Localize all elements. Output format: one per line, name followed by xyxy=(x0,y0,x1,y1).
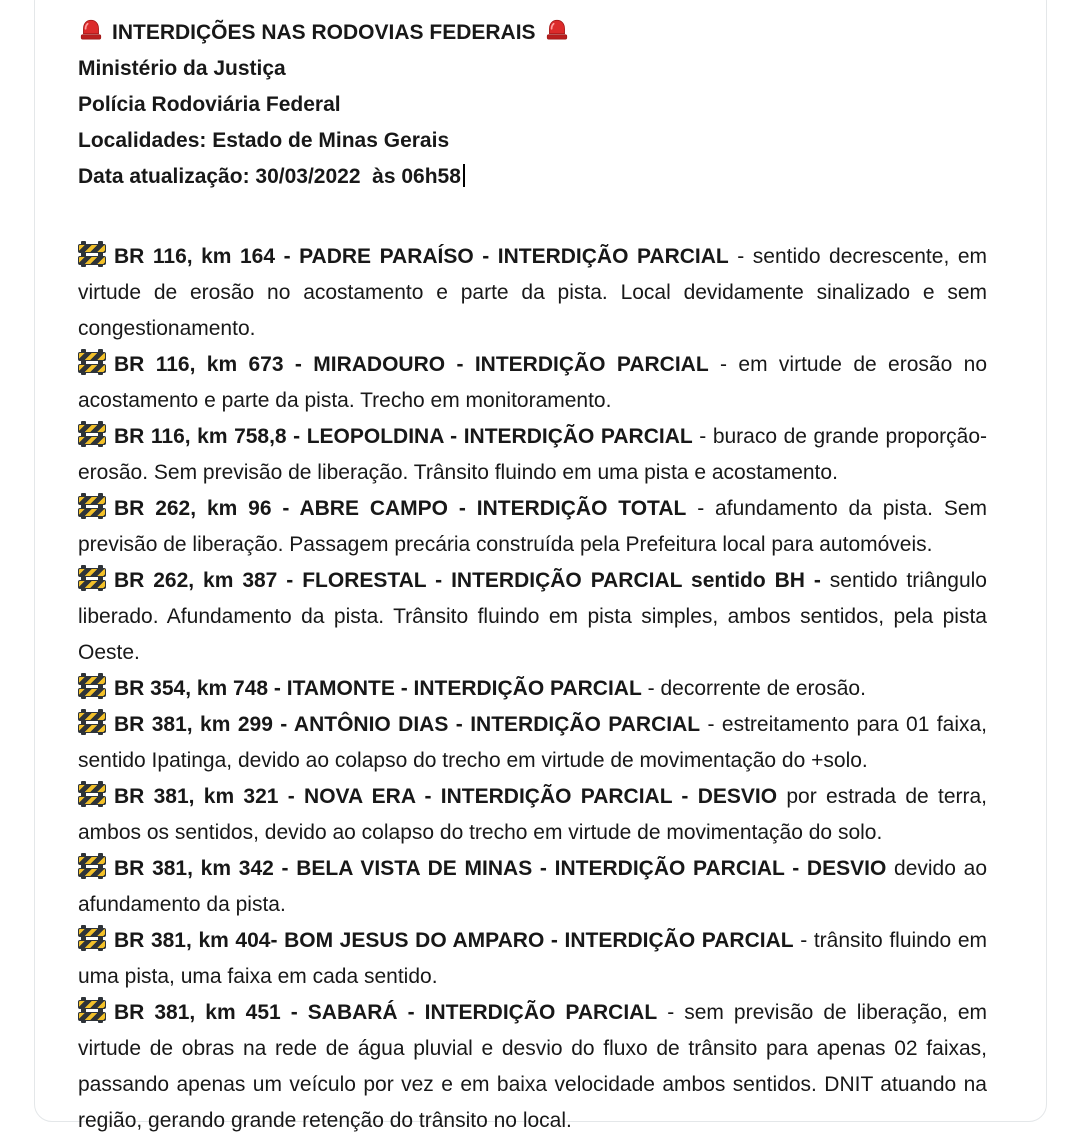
construction-barrier-icon xyxy=(78,241,106,267)
closure-detail: - sentido decrescente, em virtude de erosão no acostamento e parte da pista. Local devidamente sinalizado e sem congestionamento. xyxy=(78,245,987,340)
closure-list xyxy=(78,239,987,1139)
closure-item xyxy=(78,923,987,995)
closure-head: BR 354, km 748 - ITAMONTE - INTERDIÇÃO PARCIAL xyxy=(114,677,642,700)
closure-detail: - decorrente de erosão. xyxy=(641,677,866,700)
report-title-line xyxy=(78,15,987,51)
update-line xyxy=(78,159,987,195)
closure-head: BR 116, km 758,8 - LEOPOLDINA - INTERDIÇÃO PARCIAL xyxy=(114,425,693,448)
ministry-line: Ministério da Justiça xyxy=(78,57,286,80)
police-line: Polícia Rodoviária Federal xyxy=(78,93,341,116)
closure-item xyxy=(78,851,987,923)
construction-barrier-icon xyxy=(78,493,106,519)
closure-item xyxy=(78,419,987,491)
closure-detail: - estreitamento para 01 faixa, sentido Ipatinga, devido ao colapso do trecho em virtude de movimentação do +solo. xyxy=(78,713,987,772)
construction-barrier-icon xyxy=(78,565,106,591)
rotating-light-icon xyxy=(78,17,104,43)
closure-item xyxy=(78,491,987,563)
closure-detail: - sem previsão de liberação, em virtude de obras na rede de água pluvial e desvio do fluxo de trânsito para apenas 02 faixas, passando apenas um veículo por vez e em baixa velocidade ambos sentidos. DNIT atuando na região, gerando grande retenção do trânsito no local. xyxy=(78,1001,988,1132)
closure-item xyxy=(78,671,987,707)
update-text: Data atualização: 30/03/2022 às 06h58 xyxy=(78,165,461,188)
closure-detail: - trânsito fluindo em uma pista, uma faixa em cada sentido. xyxy=(78,929,987,988)
closure-head: BR 381, km 451 - SABARÁ - INTERDIÇÃO PARCIAL xyxy=(114,1001,658,1024)
closure-item xyxy=(78,707,987,779)
closure-detail: sentido triângulo liberado. Afundamento da pista. Trânsito fluindo em pista simples, ambos sentidos, pela pista Oeste. xyxy=(78,569,987,664)
closure-head: BR 381, km 299 - ANTÔNIO DIAS - INTERDIÇÃO PARCIAL xyxy=(114,713,701,736)
construction-barrier-icon xyxy=(78,421,106,447)
closure-item xyxy=(78,239,987,347)
report-title: INTERDIÇÕES NAS RODOVIAS FEDERAIS xyxy=(112,21,536,44)
closure-item xyxy=(78,563,987,671)
closure-detail: devido ao afundamento da pista. xyxy=(78,857,987,916)
closure-head: BR 381, km 342 - BELA VISTA DE MINAS - INTERDIÇÃO PARCIAL - DESVIO xyxy=(114,857,887,880)
closure-item xyxy=(78,347,987,419)
closure-head: BR 381, km 404- BOM JESUS DO AMPARO - INTERDIÇÃO PARCIAL xyxy=(114,929,794,952)
closure-head: BR 262, km 96 - ABRE CAMPO - INTERDIÇÃO TOTAL xyxy=(114,497,687,520)
construction-barrier-icon xyxy=(78,853,106,879)
closure-head: BR 116, km 673 - MIRADOURO - INTERDIÇÃO PARCIAL xyxy=(114,353,709,376)
construction-barrier-icon xyxy=(78,781,106,807)
closure-item xyxy=(78,995,987,1139)
closure-item xyxy=(78,779,987,851)
construction-barrier-icon xyxy=(78,349,106,375)
construction-barrier-icon xyxy=(78,997,106,1023)
report-card[interactable] xyxy=(34,0,1047,1132)
closure-detail: - afundamento da pista. Sem previsão de liberação. Passagem precária construída pela Prefeitura local para automóveis. xyxy=(78,497,987,556)
construction-barrier-icon xyxy=(78,925,106,951)
localities-line: Localidades: Estado de Minas Gerais xyxy=(78,129,450,152)
closure-head: BR 116, km 164 - PADRE PARAÍSO - INTERDIÇÃO PARCIAL xyxy=(114,245,729,268)
closure-head: BR 262, km 387 - FLORESTAL - INTERDIÇÃO PARCIAL sentido BH - xyxy=(114,569,821,592)
construction-barrier-icon xyxy=(78,709,106,735)
construction-barrier-icon xyxy=(78,673,106,699)
report-content xyxy=(35,0,1046,1139)
closure-head: BR 381, km 321 - NOVA ERA - INTERDIÇÃO PARCIAL - DESVIO xyxy=(114,785,778,808)
closure-detail: - em virtude de erosão no acostamento e parte da pista. Trecho em monitoramento. xyxy=(78,353,988,412)
text-cursor xyxy=(463,164,465,187)
report-header xyxy=(78,15,987,195)
closure-detail: por estrada de terra, ambos os sentidos, devido ao colapso do trecho em virtude de movimentação do solo. xyxy=(78,785,988,844)
rotating-light-icon xyxy=(544,17,570,43)
closure-detail: - buraco de grande proporção-erosão. Sem previsão de liberação. Trânsito fluindo em uma pista e acostamento. xyxy=(78,425,988,484)
